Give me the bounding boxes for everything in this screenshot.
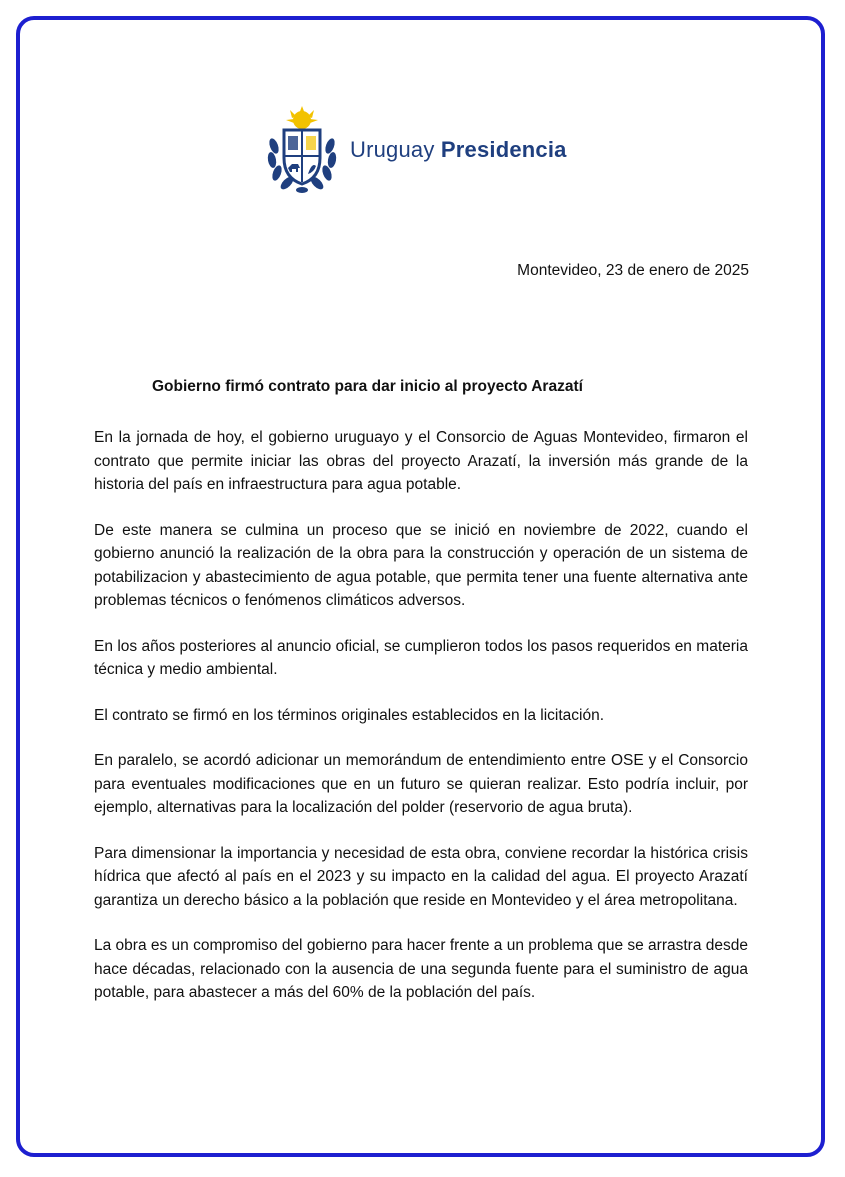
logo-wordmark [350, 137, 567, 163]
paragraph: La obra es un compromiso del gobierno para hacer frente a un problema que se arrastra desde hace décadas, relacionado con la ausencia de una segunda fuente para el suministro de agua potable, para abastecer a más del 60% de la población del país. [94, 937, 748, 1001]
paragraph: En los años posteriores al anuncio oficial, se cumplieron todos los pasos requeridos en materia técnica y medio ambiental. [94, 637, 748, 678]
uruguay-coat-of-arms-icon [264, 106, 340, 194]
paragraph: El contrato se firmó en los términos originales establecidos en la licitación. [94, 706, 605, 724]
paragraph: En paralelo, se acordó adicionar un memorándum de entendimiento entre OSE y el Consorcio para eventuales modificaciones que en un futuro se quieran realizar. Esto podría incluir, por ejemplo, alternativas para la localización del polder (reservorio de agua bruta). [94, 752, 748, 816]
logo [264, 106, 567, 194]
paragraph: Para dimensionar la importancia y necesidad de esta obra, conviene recordar la histórica crisis hídrica que afectó al país en el 2023 y su impacto en la calidad del agua. El proyecto Arazatí garantiza un derecho básico a la población que reside en Montevideo y el área metropolitana. [94, 844, 748, 909]
logo-text-uruguay: Uruguay [350, 137, 435, 162]
paragraph: En la jornada de hoy, el gobierno uruguayo y el Consorcio de Aguas Montevideo, firmaron el contrato que permite iniciar las obras del proyecto Arazatí, la inversión más grande de la historia del país en infraestructura para agua potable. [94, 429, 748, 493]
logo-text-presidencia: Presidencia [440, 137, 567, 162]
document-title: Gobierno firmó contrato para dar inicio al proyecto Arazatí [152, 378, 583, 395]
document-body [94, 426, 748, 1027]
paragraph: De este manera se culmina un proceso que se inició en noviembre de 2022, cuando el gobierno anunció la realización de la obra para la construcción y operación de un sistema de potabilizacion y abastecimiento de agua potable, que permita tener una fuente alternativa ante problemas técnicos o fenómenos climáticos adversos. [94, 521, 748, 609]
document-date: Montevideo, 23 de enero de 2025 [517, 262, 749, 279]
